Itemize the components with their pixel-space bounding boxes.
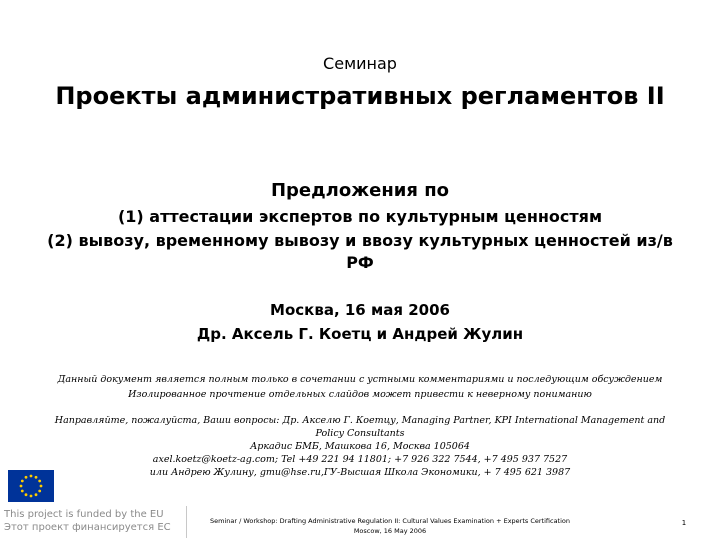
- funding-notice: [0, 508, 190, 540]
- topic-item: (1) аттестации экспертов по культурным ценностям: [117, 207, 603, 226]
- slide-subtitle: Предложения по: [270, 180, 450, 201]
- authors: Др. Аксель Г. Коетц и Андрей Жулин: [196, 325, 524, 343]
- notice-line: Изолированное прочтение отдельных слайдов может привести к неверному пониманию: [128, 389, 592, 400]
- footer-caption: [190, 516, 590, 536]
- eu-flag-icon: [8, 470, 54, 502]
- funding-ru: Этот проект финансируется ЕС: [4, 522, 171, 533]
- contact-block: [40, 414, 680, 479]
- contact-line: axel.koetz@koetz-ag.com; Tel +49 221 94 11801; +7 926 322 7544, +7 495 937 7527: [152, 454, 568, 465]
- contact-line: или Андрею Жулину, gmu@hse.ru,ГУ-Высшая Школа Экономики, + 7 495 621 3987: [149, 467, 571, 478]
- page-number: 1: [681, 519, 687, 527]
- footer-divider: [186, 506, 187, 538]
- funding-en: This project is funded by the EU: [4, 509, 164, 520]
- footer-line: Moscow, 16 May 2006: [353, 527, 427, 535]
- notice-line: Данный документ является полным только в сочетании с устными комментариями и последующим обсуждением: [57, 374, 663, 385]
- contact-line: Направляйте, пожалуйста, Ваши вопросы: Др. Акселю Г. Коетцу, Managing Partner, KPI International Management and Policy Consultants: [54, 415, 666, 439]
- topic-item: (2) вывозу, временному вывозу и ввозу культурных ценностей из/в РФ: [47, 231, 673, 272]
- place-date: Москва, 16 мая 2006: [270, 301, 450, 319]
- seminar-label: Семинар: [323, 54, 397, 73]
- contact-line: Аркадис БМБ, Машкова 16, Москва 105064: [250, 441, 470, 452]
- footer-line: Seminar / Workshop: Drafting Administrative Regulation II: Cultural Values Examination + Experts Certification: [209, 517, 571, 525]
- slide-title: Проекты административных регламентов II: [55, 82, 665, 110]
